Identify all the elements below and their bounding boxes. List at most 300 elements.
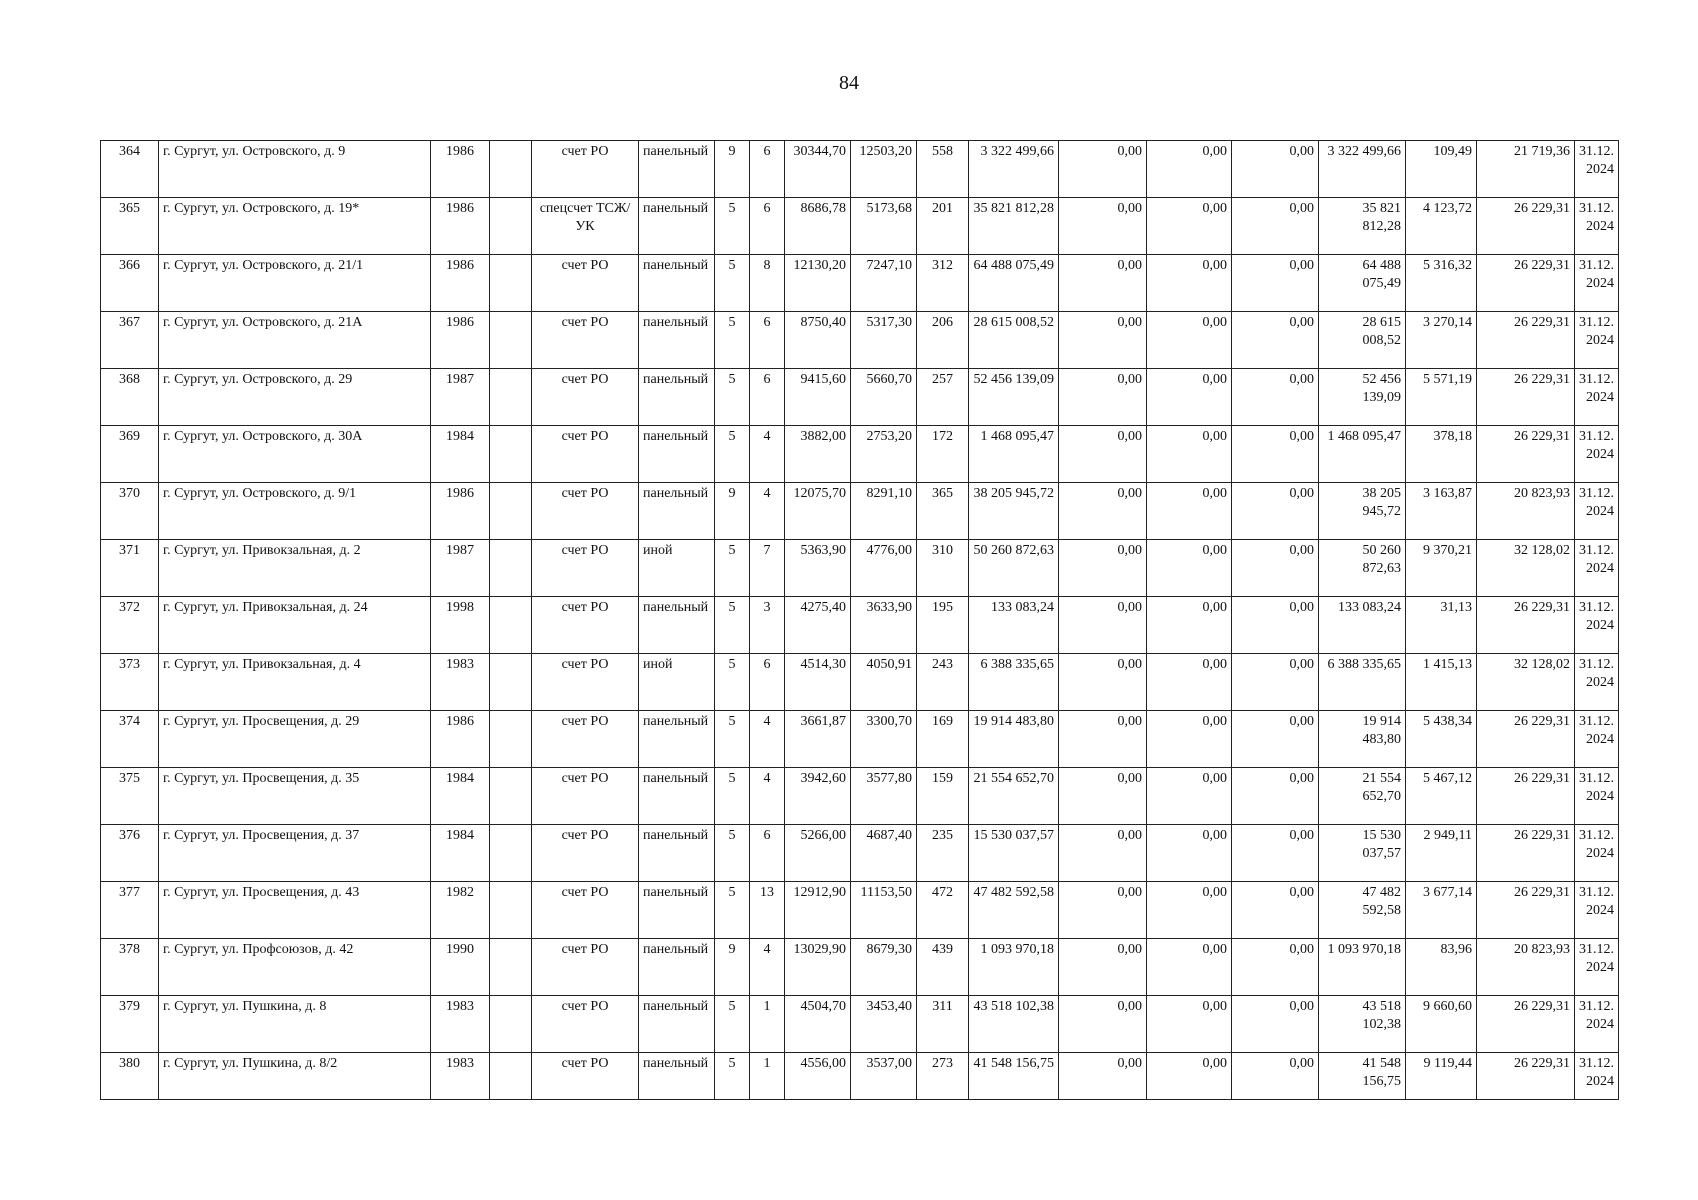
wall-material-cell: панельный — [639, 369, 715, 426]
cost-limit-cell: 21 719,36 — [1477, 141, 1575, 198]
deadline-date-cell: 31.12.2024 — [1575, 882, 1619, 939]
table-body — [101, 141, 1619, 1100]
cost-regional-cell: 0,00 — [1147, 426, 1232, 483]
build-year-cell: 1998 — [431, 597, 490, 654]
table-row — [101, 255, 1619, 312]
cost-federal-cell: 0,00 — [1059, 711, 1147, 768]
wall-material-cell: панельный — [639, 198, 715, 255]
wall-material-cell: иной — [639, 654, 715, 711]
cost-per-sqm-cell: 4 123,72 — [1406, 198, 1477, 255]
cost-limit-cell: 26 229,31 — [1477, 198, 1575, 255]
cost-per-sqm-cell: 1 415,13 — [1406, 654, 1477, 711]
total-area-cell: 4514,30 — [785, 654, 851, 711]
cost-fund-cell: 35 821 812,28 — [1319, 198, 1406, 255]
entrances-cell: 6 — [750, 312, 785, 369]
living-area-cell: 8679,30 — [851, 939, 917, 996]
deadline-date-cell: 31.12.2024 — [1575, 654, 1619, 711]
cost-fund-cell: 52 456 139,09 — [1319, 369, 1406, 426]
total-area-cell: 12130,20 — [785, 255, 851, 312]
floors-cell: 5 — [715, 996, 750, 1053]
deadline-date-cell: 31.12.2024 — [1575, 597, 1619, 654]
entrances-cell: 4 — [750, 711, 785, 768]
cost-fund-cell: 64 488 075,49 — [1319, 255, 1406, 312]
total-area-cell: 30344,70 — [785, 141, 851, 198]
cost-limit-cell: 20 823,93 — [1477, 939, 1575, 996]
account-type-cell: счет РО — [532, 996, 639, 1053]
cost-fund-cell: 28 615 008,52 — [1319, 312, 1406, 369]
address-cell: г. Сургут, ул. Привокзальная, д. 24 — [159, 597, 431, 654]
address-cell: г. Сургут, ул. Просвещения, д. 29 — [159, 711, 431, 768]
entrances-cell: 8 — [750, 255, 785, 312]
cost-regional-cell: 0,00 — [1147, 141, 1232, 198]
empty-cell-cell — [490, 768, 532, 825]
cost-limit-cell: 26 229,31 — [1477, 426, 1575, 483]
row-number-cell: 379 — [101, 996, 159, 1053]
cost-federal-cell: 0,00 — [1059, 141, 1147, 198]
residents-cell: 201 — [917, 198, 969, 255]
total-area-cell: 5363,90 — [785, 540, 851, 597]
cost-fund-cell: 3 322 499,66 — [1319, 141, 1406, 198]
deadline-date-cell: 31.12.2024 — [1575, 369, 1619, 426]
floors-cell: 5 — [715, 312, 750, 369]
cost-per-sqm-cell: 31,13 — [1406, 597, 1477, 654]
floors-cell: 5 — [715, 426, 750, 483]
wall-material-cell: панельный — [639, 825, 715, 882]
total-cost-cell: 47 482 592,58 — [969, 882, 1059, 939]
row-number-cell: 365 — [101, 198, 159, 255]
total-cost-cell: 21 554 652,70 — [969, 768, 1059, 825]
floors-cell: 5 — [715, 540, 750, 597]
cost-per-sqm-cell: 5 438,34 — [1406, 711, 1477, 768]
deadline-date-cell: 31.12.2024 — [1575, 198, 1619, 255]
total-area-cell: 5266,00 — [785, 825, 851, 882]
cost-regional-cell: 0,00 — [1147, 369, 1232, 426]
wall-material-cell: панельный — [639, 597, 715, 654]
living-area-cell: 4687,40 — [851, 825, 917, 882]
account-type-cell: спецсчет ТСЖ/УК — [532, 198, 639, 255]
residents-cell: 365 — [917, 483, 969, 540]
cost-federal-cell: 0,00 — [1059, 1053, 1147, 1100]
cost-local-cell: 0,00 — [1232, 369, 1319, 426]
row-number-cell: 369 — [101, 426, 159, 483]
cost-fund-cell: 6 388 335,65 — [1319, 654, 1406, 711]
address-cell: г. Сургут, ул. Островского, д. 21/1 — [159, 255, 431, 312]
cost-regional-cell: 0,00 — [1147, 597, 1232, 654]
empty-cell-cell — [490, 825, 532, 882]
row-number-cell: 380 — [101, 1053, 159, 1100]
deadline-date-cell: 31.12.2024 — [1575, 1053, 1619, 1100]
cost-federal-cell: 0,00 — [1059, 882, 1147, 939]
cost-limit-cell: 26 229,31 — [1477, 255, 1575, 312]
total-area-cell: 12075,70 — [785, 483, 851, 540]
total-area-cell: 8686,78 — [785, 198, 851, 255]
floors-cell: 5 — [715, 768, 750, 825]
account-type-cell: счет РО — [532, 540, 639, 597]
entrances-cell: 13 — [750, 882, 785, 939]
cost-per-sqm-cell: 5 467,12 — [1406, 768, 1477, 825]
build-year-cell: 1986 — [431, 483, 490, 540]
cost-local-cell: 0,00 — [1232, 255, 1319, 312]
housing-registry-table — [100, 140, 1619, 1100]
table-row — [101, 825, 1619, 882]
empty-cell-cell — [490, 711, 532, 768]
cost-fund-cell: 133 083,24 — [1319, 597, 1406, 654]
cost-regional-cell: 0,00 — [1147, 1053, 1232, 1100]
cost-fund-cell: 47 482 592,58 — [1319, 882, 1406, 939]
cost-limit-cell: 32 128,02 — [1477, 540, 1575, 597]
cost-per-sqm-cell: 5 316,32 — [1406, 255, 1477, 312]
row-number-cell: 374 — [101, 711, 159, 768]
cost-regional-cell: 0,00 — [1147, 711, 1232, 768]
account-type-cell: счет РО — [532, 141, 639, 198]
build-year-cell: 1987 — [431, 369, 490, 426]
entrances-cell: 4 — [750, 768, 785, 825]
residents-cell: 206 — [917, 312, 969, 369]
living-area-cell: 5317,30 — [851, 312, 917, 369]
living-area-cell: 3300,70 — [851, 711, 917, 768]
account-type-cell: счет РО — [532, 426, 639, 483]
entrances-cell: 4 — [750, 426, 785, 483]
address-cell: г. Сургут, ул. Просвещения, д. 35 — [159, 768, 431, 825]
row-number-cell: 368 — [101, 369, 159, 426]
table-row — [101, 882, 1619, 939]
living-area-cell: 4050,91 — [851, 654, 917, 711]
living-area-cell: 5173,68 — [851, 198, 917, 255]
residents-cell: 172 — [917, 426, 969, 483]
cost-limit-cell: 26 229,31 — [1477, 597, 1575, 654]
entrances-cell: 1 — [750, 996, 785, 1053]
total-cost-cell: 19 914 483,80 — [969, 711, 1059, 768]
residents-cell: 439 — [917, 939, 969, 996]
address-cell: г. Сургут, ул. Пушкина, д. 8 — [159, 996, 431, 1053]
residents-cell: 257 — [917, 369, 969, 426]
total-cost-cell: 35 821 812,28 — [969, 198, 1059, 255]
wall-material-cell: панельный — [639, 939, 715, 996]
total-cost-cell: 43 518 102,38 — [969, 996, 1059, 1053]
wall-material-cell: панельный — [639, 426, 715, 483]
cost-federal-cell: 0,00 — [1059, 825, 1147, 882]
entrances-cell: 6 — [750, 825, 785, 882]
floors-cell: 5 — [715, 255, 750, 312]
residents-cell: 310 — [917, 540, 969, 597]
empty-cell-cell — [490, 654, 532, 711]
wall-material-cell: панельный — [639, 255, 715, 312]
total-area-cell: 13029,90 — [785, 939, 851, 996]
cost-federal-cell: 0,00 — [1059, 483, 1147, 540]
living-area-cell: 3633,90 — [851, 597, 917, 654]
entrances-cell: 6 — [750, 369, 785, 426]
cost-per-sqm-cell: 3 270,14 — [1406, 312, 1477, 369]
cost-local-cell: 0,00 — [1232, 597, 1319, 654]
empty-cell-cell — [490, 255, 532, 312]
deadline-date-cell: 31.12.2024 — [1575, 540, 1619, 597]
total-cost-cell: 1 093 970,18 — [969, 939, 1059, 996]
account-type-cell: счет РО — [532, 768, 639, 825]
address-cell: г. Сургут, ул. Островского, д. 9/1 — [159, 483, 431, 540]
empty-cell-cell — [490, 483, 532, 540]
cost-regional-cell: 0,00 — [1147, 939, 1232, 996]
residents-cell: 311 — [917, 996, 969, 1053]
account-type-cell: счет РО — [532, 882, 639, 939]
entrances-cell: 6 — [750, 654, 785, 711]
build-year-cell: 1990 — [431, 939, 490, 996]
wall-material-cell: панельный — [639, 882, 715, 939]
entrances-cell: 6 — [750, 198, 785, 255]
cost-federal-cell: 0,00 — [1059, 597, 1147, 654]
table-row — [101, 540, 1619, 597]
cost-local-cell: 0,00 — [1232, 939, 1319, 996]
living-area-cell: 7247,10 — [851, 255, 917, 312]
cost-federal-cell: 0,00 — [1059, 312, 1147, 369]
cost-fund-cell: 50 260 872,63 — [1319, 540, 1406, 597]
account-type-cell: счет РО — [532, 825, 639, 882]
cost-limit-cell: 26 229,31 — [1477, 711, 1575, 768]
cost-per-sqm-cell: 2 949,11 — [1406, 825, 1477, 882]
address-cell: г. Сургут, ул. Островского, д. 21А — [159, 312, 431, 369]
wall-material-cell: панельный — [639, 711, 715, 768]
cost-federal-cell: 0,00 — [1059, 996, 1147, 1053]
table-row — [101, 1053, 1619, 1100]
residents-cell: 159 — [917, 768, 969, 825]
address-cell: г. Сургут, ул. Островского, д. 9 — [159, 141, 431, 198]
total-cost-cell: 64 488 075,49 — [969, 255, 1059, 312]
cost-fund-cell: 21 554 652,70 — [1319, 768, 1406, 825]
account-type-cell: счет РО — [532, 483, 639, 540]
living-area-cell: 3453,40 — [851, 996, 917, 1053]
account-type-cell: счет РО — [532, 312, 639, 369]
residents-cell: 472 — [917, 882, 969, 939]
cost-fund-cell: 1 093 970,18 — [1319, 939, 1406, 996]
empty-cell-cell — [490, 369, 532, 426]
entrances-cell: 1 — [750, 1053, 785, 1100]
address-cell: г. Сургут, ул. Пушкина, д. 8/2 — [159, 1053, 431, 1100]
address-cell: г. Сургут, ул. Островского, д. 29 — [159, 369, 431, 426]
floors-cell: 5 — [715, 711, 750, 768]
living-area-cell: 3537,00 — [851, 1053, 917, 1100]
cost-per-sqm-cell: 378,18 — [1406, 426, 1477, 483]
floors-cell: 5 — [715, 198, 750, 255]
deadline-date-cell: 31.12.2024 — [1575, 312, 1619, 369]
total-cost-cell: 1 468 095,47 — [969, 426, 1059, 483]
cost-local-cell: 0,00 — [1232, 1053, 1319, 1100]
cost-limit-cell: 26 229,31 — [1477, 825, 1575, 882]
cost-federal-cell: 0,00 — [1059, 939, 1147, 996]
empty-cell-cell — [490, 426, 532, 483]
total-cost-cell: 41 548 156,75 — [969, 1053, 1059, 1100]
build-year-cell: 1984 — [431, 825, 490, 882]
total-cost-cell: 28 615 008,52 — [969, 312, 1059, 369]
build-year-cell: 1986 — [431, 255, 490, 312]
cost-limit-cell: 26 229,31 — [1477, 768, 1575, 825]
wall-material-cell: панельный — [639, 996, 715, 1053]
row-number-cell: 370 — [101, 483, 159, 540]
total-area-cell: 4504,70 — [785, 996, 851, 1053]
cost-local-cell: 0,00 — [1232, 654, 1319, 711]
deadline-date-cell: 31.12.2024 — [1575, 141, 1619, 198]
address-cell: г. Сургут, ул. Островского, д. 19* — [159, 198, 431, 255]
cost-local-cell: 0,00 — [1232, 483, 1319, 540]
row-number-cell: 372 — [101, 597, 159, 654]
empty-cell-cell — [490, 540, 532, 597]
cost-federal-cell: 0,00 — [1059, 654, 1147, 711]
cost-limit-cell: 26 229,31 — [1477, 1053, 1575, 1100]
cost-per-sqm-cell: 9 119,44 — [1406, 1053, 1477, 1100]
page-number: 84 — [839, 72, 859, 94]
cost-regional-cell: 0,00 — [1147, 996, 1232, 1053]
cost-regional-cell: 0,00 — [1147, 198, 1232, 255]
total-area-cell: 3882,00 — [785, 426, 851, 483]
address-cell: г. Сургут, ул. Профсоюзов, д. 42 — [159, 939, 431, 996]
entrances-cell: 4 — [750, 939, 785, 996]
table-row — [101, 939, 1619, 996]
build-year-cell: 1986 — [431, 312, 490, 369]
cost-regional-cell: 0,00 — [1147, 825, 1232, 882]
cost-fund-cell: 19 914 483,80 — [1319, 711, 1406, 768]
total-cost-cell: 38 205 945,72 — [969, 483, 1059, 540]
residents-cell: 195 — [917, 597, 969, 654]
row-number-cell: 364 — [101, 141, 159, 198]
floors-cell: 5 — [715, 654, 750, 711]
deadline-date-cell: 31.12.2024 — [1575, 996, 1619, 1053]
build-year-cell: 1984 — [431, 768, 490, 825]
floors-cell: 9 — [715, 483, 750, 540]
build-year-cell: 1984 — [431, 426, 490, 483]
account-type-cell: счет РО — [532, 939, 639, 996]
cost-per-sqm-cell: 9 370,21 — [1406, 540, 1477, 597]
deadline-date-cell: 31.12.2024 — [1575, 825, 1619, 882]
table-row — [101, 141, 1619, 198]
floors-cell: 5 — [715, 597, 750, 654]
table-row — [101, 768, 1619, 825]
living-area-cell: 11153,50 — [851, 882, 917, 939]
table-row — [101, 369, 1619, 426]
empty-cell-cell — [490, 939, 532, 996]
total-cost-cell: 52 456 139,09 — [969, 369, 1059, 426]
empty-cell-cell — [490, 312, 532, 369]
table-row — [101, 654, 1619, 711]
cost-local-cell: 0,00 — [1232, 711, 1319, 768]
cost-per-sqm-cell: 83,96 — [1406, 939, 1477, 996]
cost-federal-cell: 0,00 — [1059, 369, 1147, 426]
address-cell: г. Сургут, ул. Привокзальная, д. 4 — [159, 654, 431, 711]
table-row — [101, 483, 1619, 540]
cost-local-cell: 0,00 — [1232, 882, 1319, 939]
build-year-cell: 1986 — [431, 198, 490, 255]
cost-regional-cell: 0,00 — [1147, 882, 1232, 939]
wall-material-cell: панельный — [639, 1053, 715, 1100]
wall-material-cell: панельный — [639, 768, 715, 825]
residents-cell: 235 — [917, 825, 969, 882]
empty-cell-cell — [490, 996, 532, 1053]
cost-fund-cell: 41 548 156,75 — [1319, 1053, 1406, 1100]
table-row — [101, 426, 1619, 483]
empty-cell-cell — [490, 882, 532, 939]
deadline-date-cell: 31.12.2024 — [1575, 426, 1619, 483]
cost-fund-cell: 38 205 945,72 — [1319, 483, 1406, 540]
total-area-cell: 4275,40 — [785, 597, 851, 654]
cost-regional-cell: 0,00 — [1147, 255, 1232, 312]
cost-limit-cell: 26 229,31 — [1477, 882, 1575, 939]
empty-cell-cell — [490, 1053, 532, 1100]
cost-regional-cell: 0,00 — [1147, 540, 1232, 597]
account-type-cell: счет РО — [532, 654, 639, 711]
living-area-cell: 12503,20 — [851, 141, 917, 198]
account-type-cell: счет РО — [532, 711, 639, 768]
living-area-cell: 2753,20 — [851, 426, 917, 483]
total-area-cell: 9415,60 — [785, 369, 851, 426]
build-year-cell: 1982 — [431, 882, 490, 939]
account-type-cell: счет РО — [532, 369, 639, 426]
cost-fund-cell: 15 530 037,57 — [1319, 825, 1406, 882]
cost-per-sqm-cell: 9 660,60 — [1406, 996, 1477, 1053]
account-type-cell: счет РО — [532, 255, 639, 312]
cost-regional-cell: 0,00 — [1147, 483, 1232, 540]
deadline-date-cell: 31.12.2024 — [1575, 483, 1619, 540]
row-number-cell: 375 — [101, 768, 159, 825]
total-area-cell: 12912,90 — [785, 882, 851, 939]
cost-fund-cell: 1 468 095,47 — [1319, 426, 1406, 483]
total-area-cell: 8750,40 — [785, 312, 851, 369]
residents-cell: 312 — [917, 255, 969, 312]
build-year-cell: 1986 — [431, 141, 490, 198]
floors-cell: 5 — [715, 882, 750, 939]
deadline-date-cell: 31.12.2024 — [1575, 768, 1619, 825]
cost-local-cell: 0,00 — [1232, 996, 1319, 1053]
table-row — [101, 597, 1619, 654]
living-area-cell: 8291,10 — [851, 483, 917, 540]
empty-cell-cell — [490, 198, 532, 255]
cost-federal-cell: 0,00 — [1059, 768, 1147, 825]
cost-local-cell: 0,00 — [1232, 768, 1319, 825]
build-year-cell: 1983 — [431, 996, 490, 1053]
total-cost-cell: 50 260 872,63 — [969, 540, 1059, 597]
deadline-date-cell: 31.12.2024 — [1575, 255, 1619, 312]
row-number-cell: 376 — [101, 825, 159, 882]
cost-local-cell: 0,00 — [1232, 198, 1319, 255]
table-row — [101, 312, 1619, 369]
cost-regional-cell: 0,00 — [1147, 312, 1232, 369]
residents-cell: 243 — [917, 654, 969, 711]
cost-local-cell: 0,00 — [1232, 540, 1319, 597]
residents-cell: 169 — [917, 711, 969, 768]
wall-material-cell: панельный — [639, 312, 715, 369]
total-area-cell: 3942,60 — [785, 768, 851, 825]
total-cost-cell: 6 388 335,65 — [969, 654, 1059, 711]
build-year-cell: 1983 — [431, 654, 490, 711]
cost-federal-cell: 0,00 — [1059, 198, 1147, 255]
total-area-cell: 3661,87 — [785, 711, 851, 768]
build-year-cell: 1987 — [431, 540, 490, 597]
row-number-cell: 377 — [101, 882, 159, 939]
cost-per-sqm-cell: 3 163,87 — [1406, 483, 1477, 540]
cost-per-sqm-cell: 109,49 — [1406, 141, 1477, 198]
entrances-cell: 3 — [750, 597, 785, 654]
row-number-cell: 371 — [101, 540, 159, 597]
wall-material-cell: панельный — [639, 141, 715, 198]
cost-limit-cell: 26 229,31 — [1477, 369, 1575, 426]
account-type-cell: счет РО — [532, 1053, 639, 1100]
floors-cell: 9 — [715, 141, 750, 198]
cost-limit-cell: 20 823,93 — [1477, 483, 1575, 540]
cost-federal-cell: 0,00 — [1059, 255, 1147, 312]
entrances-cell: 4 — [750, 483, 785, 540]
deadline-date-cell: 31.12.2024 — [1575, 711, 1619, 768]
living-area-cell: 3577,80 — [851, 768, 917, 825]
cost-per-sqm-cell: 3 677,14 — [1406, 882, 1477, 939]
total-cost-cell: 133 083,24 — [969, 597, 1059, 654]
cost-local-cell: 0,00 — [1232, 825, 1319, 882]
cost-limit-cell: 26 229,31 — [1477, 312, 1575, 369]
